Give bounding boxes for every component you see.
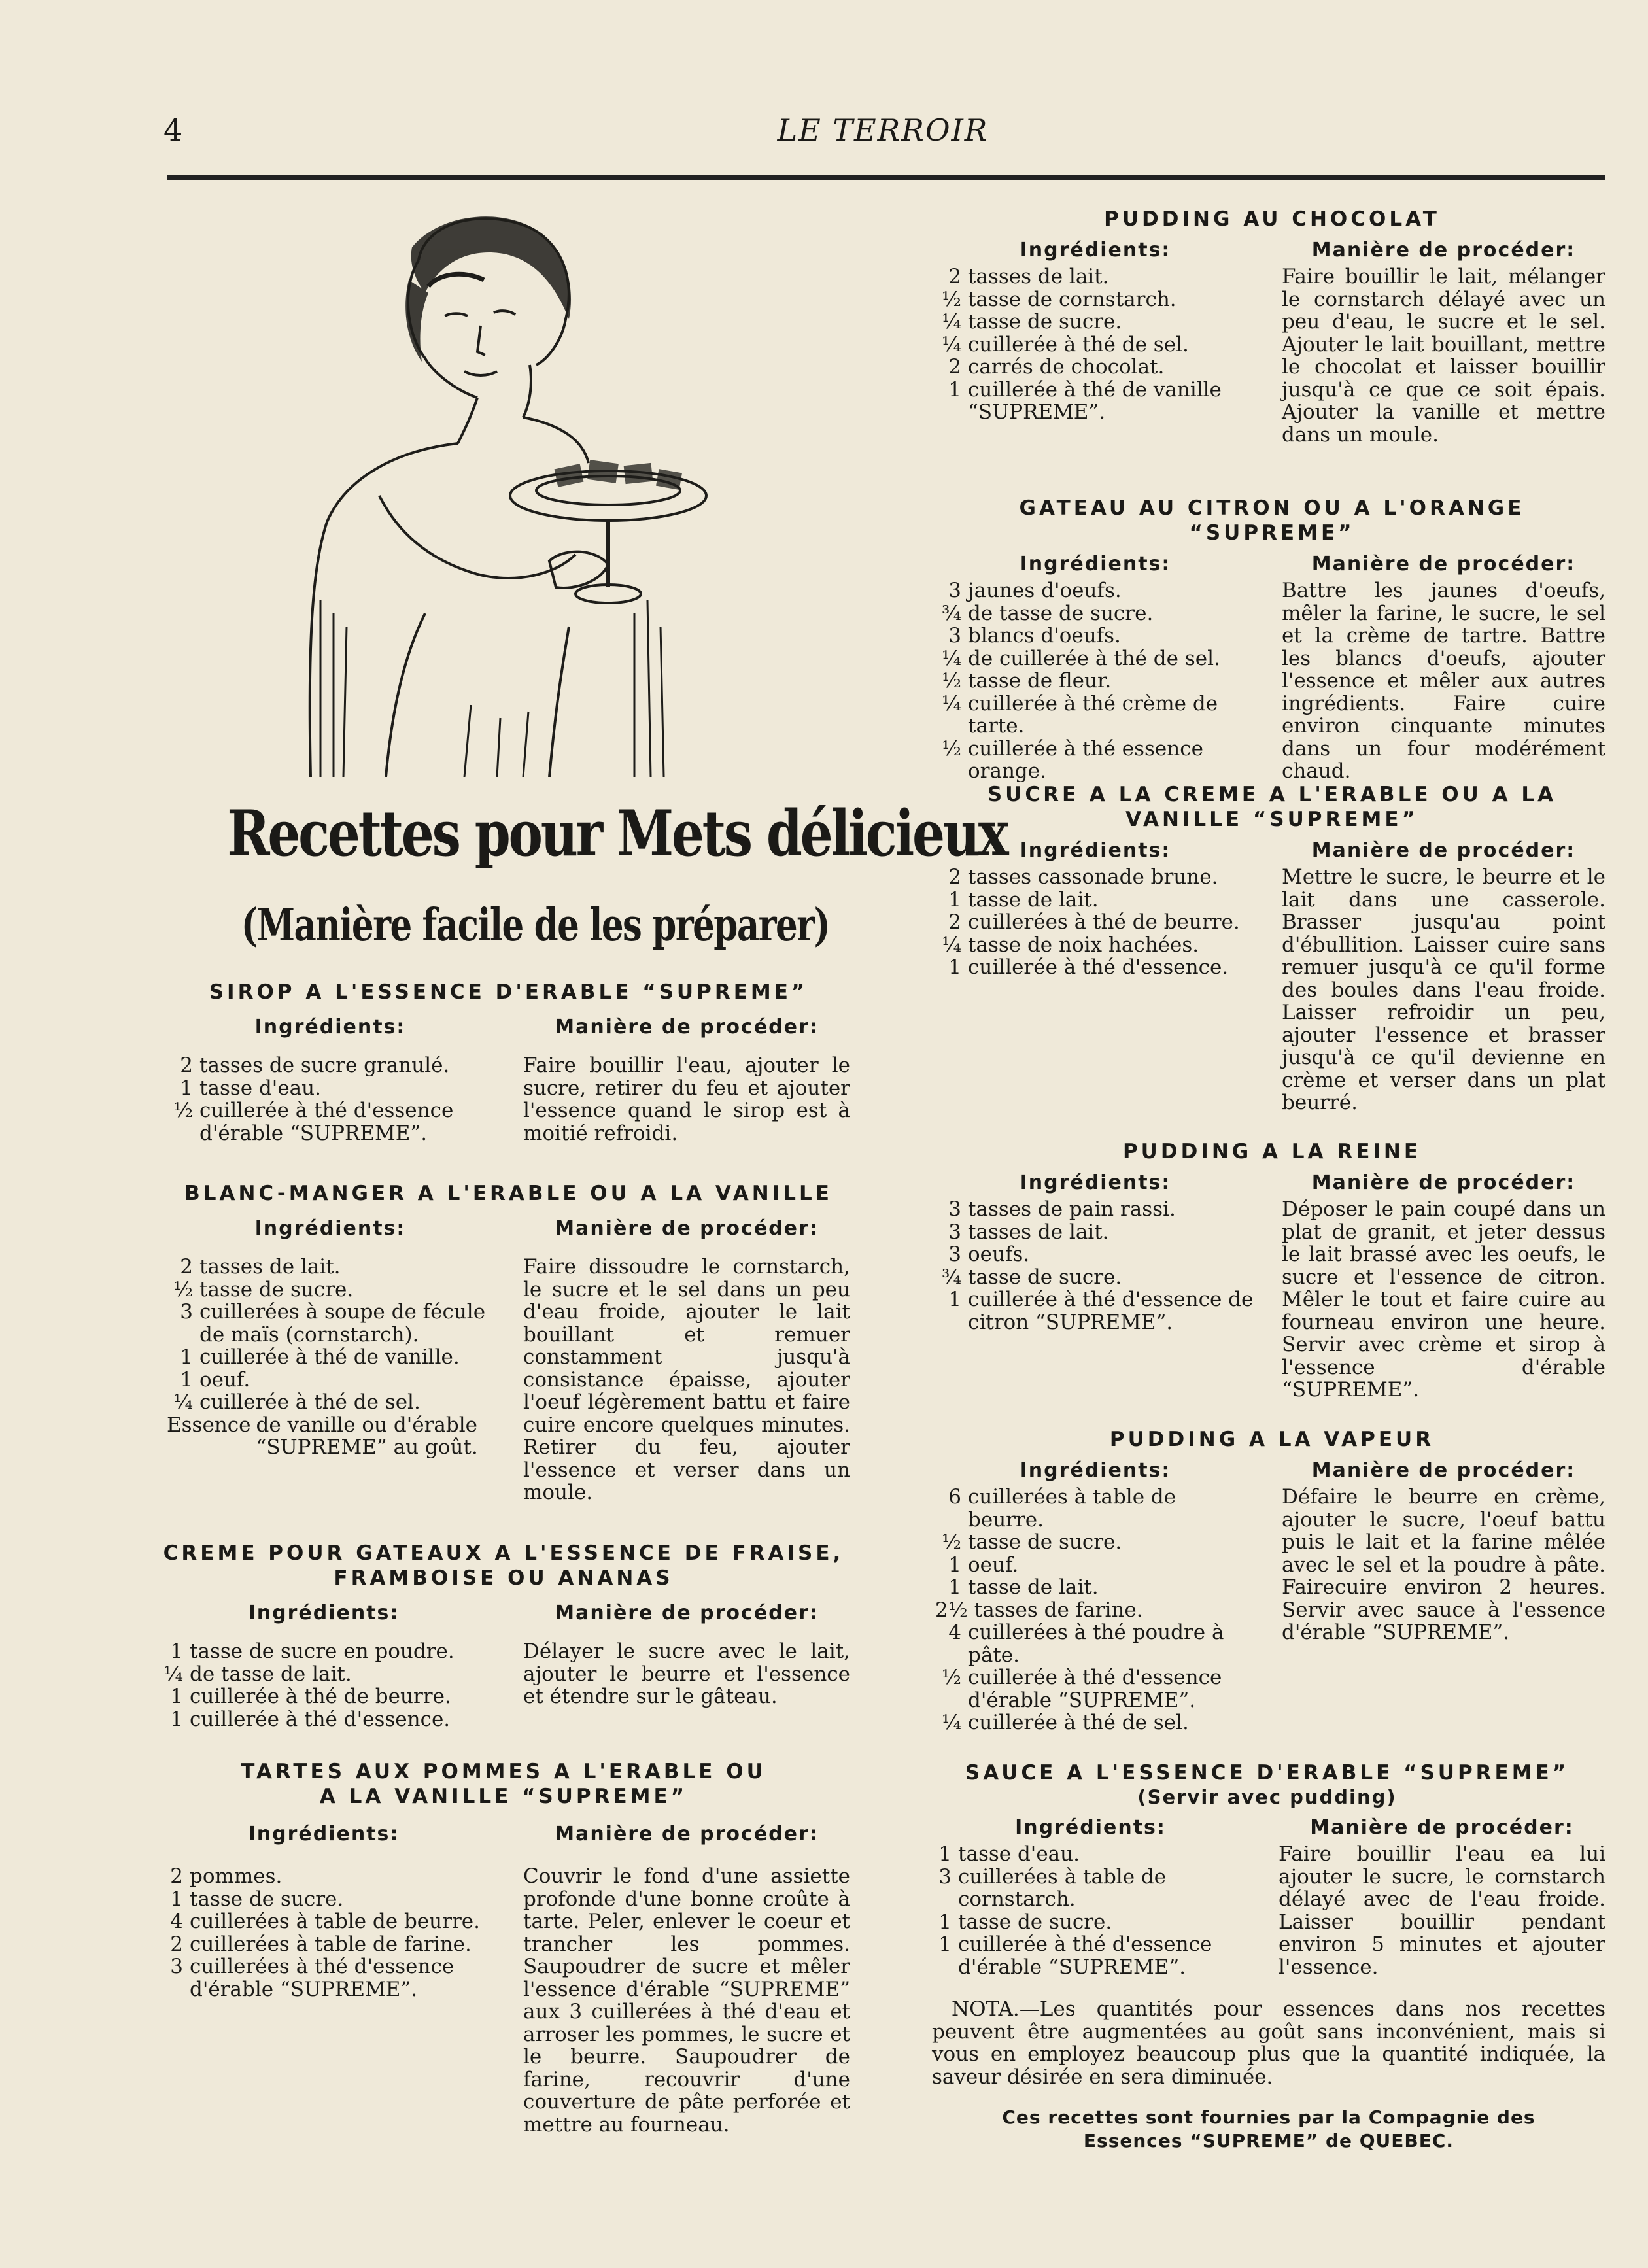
ingredient-text: cuillerée à thé de vanille “SUPREME”. — [968, 377, 1222, 424]
page-header — [163, 112, 1602, 152]
ingredient-item — [935, 311, 1256, 334]
ingredient-item — [167, 1099, 494, 1144]
woman-serving-tray-illustration — [268, 208, 726, 777]
ingredient-item — [935, 911, 1256, 934]
ingredient-quantity: 1 — [938, 1842, 952, 1866]
ingredient-item — [935, 1599, 1256, 1622]
ingredient-text: tasse de sucre. — [968, 1265, 1122, 1289]
ingredient-quantity: 6 — [948, 1485, 961, 1509]
ingredient-text: tasses cassonade brune. — [968, 865, 1218, 889]
ingredient-item — [167, 1391, 494, 1414]
ingredient-item — [935, 356, 1256, 379]
ingredient-item — [935, 866, 1256, 889]
method-text: Déposer le pain coupé dans un plat de granit, et jeter dessus le lait brassé avec les oeufs, le sucre et l'essence de citron. Mêler le tout et faire cuire au fourneau environ une heure. Servir avec crème et sirop à l'essence d'érable “SUPREME”. — [1282, 1197, 1605, 1401]
recipe-title: SUCRE A LA CREME A L'ERABLE OU A LA VANILLE “SUPREME” — [987, 783, 1557, 831]
ingredient-item — [935, 1531, 1256, 1554]
ingredient-text: cuillerée à thé crème de tarte. — [968, 691, 1218, 738]
recipe-title: SAUCE A L'ESSENCE D'ERABLE “SUPREME” — [965, 1761, 1570, 1785]
ingredient-quantity: 1 — [170, 1685, 183, 1708]
ingredient-text: tasse de sucre. — [968, 1530, 1122, 1554]
ingredient-quantity: 1 — [938, 1910, 952, 1934]
ingredient-item — [925, 1911, 1256, 1934]
method-heading: Manière de procéder: — [1311, 553, 1576, 576]
ingredient-text: tasse de lait. — [968, 887, 1099, 912]
ingredient-quantity: 2 — [170, 1864, 183, 1888]
ingredient-quantity: ¼ — [941, 933, 961, 957]
ingredient-text: cuillerées à table de cornstarch. — [958, 1864, 1167, 1911]
ingredient-text: cuillerées à table de beurre. — [190, 1910, 480, 1933]
ingredient-text: tasses de sucre granulé. — [199, 1054, 450, 1077]
ingredient-text: jaunes d'oeufs. — [968, 579, 1122, 602]
method-heading: Manière de procéder: — [555, 1016, 819, 1039]
ingredient-quantity: 1 — [180, 1367, 193, 1392]
ingredients-heading: Ingrédients: — [1020, 553, 1171, 576]
ingredient-text: cuillerées à thé de beurre. — [968, 910, 1240, 934]
ingredient-text: blancs d'oeufs. — [968, 624, 1121, 647]
ingredients-heading: Ingrédients: — [1020, 1459, 1171, 1482]
ingredient-quantity: 3 — [180, 1300, 193, 1324]
method-text: Faire bouillir l'eau, ajouter le sucre, retirer du feu et ajouter l'essence quand le sirop est à moitié refroidi. — [523, 1054, 850, 1145]
recipe-title: PUDDING A LA REINE — [1122, 1140, 1422, 1163]
ingredient-quantity: 3 — [948, 1243, 961, 1266]
ingredient-item — [935, 1266, 1256, 1289]
method-heading: Manière de procéder: — [1311, 839, 1576, 862]
ingredient-quantity: 2 — [948, 265, 961, 288]
ingredient-quantity: 3 — [948, 579, 961, 602]
method-text: Délayer le sucre avec le lait, ajouter le beurre et l'essence et étendre sur le gâteau. — [523, 1640, 850, 1708]
running-title: LE TERROIR — [777, 112, 989, 148]
ingredient-text: oeuf. — [199, 1367, 250, 1392]
recipe-sucre-creme — [935, 782, 1609, 1114]
ingredient-text: cuillerée à thé de sel. — [199, 1390, 421, 1414]
ingredient-text: tasse de sucre. — [968, 310, 1122, 334]
ingredient-item — [157, 1933, 490, 1956]
ingredient-item — [935, 1576, 1256, 1599]
method-heading: Manière de procéder: — [1311, 1459, 1576, 1482]
ingredient-quantity: ½ — [941, 669, 961, 693]
ingredient-list — [925, 1843, 1256, 1978]
ingredient-quantity: 3 — [948, 624, 961, 647]
ingredient-item — [157, 1865, 490, 1888]
ingredient-quantity: ¾ — [941, 1265, 961, 1289]
recipe-title: CREME POUR GATEAUX A L'ESSENCE DE FRAISE, FRAMBOISE OU ANANAS — [163, 1541, 844, 1590]
ingredient-text: tasse de sucre en poudre. — [190, 1640, 455, 1663]
ingredient-text: tasse de sucre. — [199, 1277, 354, 1301]
ingredient-list — [157, 1865, 490, 2001]
ingredient-item — [935, 1198, 1256, 1221]
recipe-creme-gateaux — [157, 1541, 850, 1730]
ingredient-text: tasse de fleur. — [968, 669, 1112, 693]
ingredient-item — [167, 1346, 494, 1369]
ingredient-text: cuillerée à thé de beurre. — [190, 1685, 451, 1708]
nota-note: NOTA.—Les quantités pour essences dans nos recettes peuvent être augmentées au goût sans inconvénient, mais si vous en employez beaucoup plus que la quantité indiquée, la saveur désirée en sera diminuée. — [932, 1997, 1605, 2089]
ingredient-quantity: 1 — [180, 1345, 193, 1369]
ingredient-text: de tasse de sucre. — [968, 601, 1154, 625]
recipe-title: TARTES AUX POMMES A L'ERABLE OU A LA VANILLE “SUPREME” — [241, 1760, 766, 1808]
ingredient-text: cuillerée à thé de sel. — [968, 332, 1189, 356]
recipe-sauce-erable — [925, 1761, 1609, 1978]
ingredient-item — [935, 602, 1256, 625]
method-heading: Manière de procéder: — [1311, 239, 1576, 262]
ingredient-list — [935, 579, 1256, 783]
ingredient-item — [925, 1843, 1256, 1866]
ingredient-item — [935, 288, 1256, 311]
ingredient-item — [935, 1243, 1256, 1266]
ingredient-item — [925, 1933, 1256, 1978]
ingredient-quantity: ¼ — [163, 1662, 183, 1686]
ingredient-quantity: 1 — [180, 1076, 193, 1100]
ingredient-item — [157, 1685, 490, 1708]
ingredient-item — [167, 1369, 494, 1392]
ingredient-quantity: 2 — [170, 1932, 183, 1956]
ingredient-item — [935, 670, 1256, 693]
ingredient-item — [935, 334, 1256, 356]
ingredient-text: tasse d'eau. — [958, 1842, 1080, 1866]
ingredient-list — [167, 1054, 494, 1144]
ingredient-quantity: 1 — [948, 887, 961, 912]
ingredient-text: tasse d'eau. — [199, 1076, 321, 1100]
recipe-title: GATEAU AU CITRON OU A L'ORANGE “SUPREME” — [1019, 496, 1525, 545]
method-heading: Manière de procéder: — [1310, 1816, 1574, 1839]
header-rule — [167, 175, 1605, 180]
ingredient-text: pommes. — [190, 1864, 283, 1888]
ingredient-text: oeuf. — [968, 1553, 1019, 1577]
ingredient-text: de cuillerée à thé de sel. — [968, 646, 1220, 670]
ingredient-quantity: 1 — [948, 1575, 961, 1599]
ingredient-item — [935, 693, 1256, 738]
ingredient-text: tasse de sucre. — [190, 1887, 344, 1911]
ingredient-item — [935, 647, 1256, 670]
ingredient-quantity: ¼ — [941, 310, 961, 334]
ingredient-item — [935, 266, 1256, 288]
ingredient-text: cuillerée à thé de vanille. — [199, 1345, 460, 1369]
ingredient-quantity: 2 — [180, 1054, 193, 1077]
recipe-subtitle: (Servir avec pudding) — [1137, 1786, 1397, 1808]
ingredient-quantity: ½ — [941, 1530, 961, 1554]
page-title: Recettes pour Mets délicieux — [227, 797, 1007, 870]
recipe-sirop — [167, 980, 850, 1144]
ingredient-quantity: 2 — [948, 910, 961, 934]
method-text: Faire bouillir le lait, mélanger le cornstarch délayé avec un peu d'eau, le sucre et le sel. Ajouter le lait bouillant, mettre le chocolat et laisser bouillir jusqu'à ce que ce soit épais. Ajouter la vanille et mettre dans un moule. — [1282, 265, 1605, 447]
recipe-title: SIROP A L'ESSENCE D'ERABLE “SUPREME” — [209, 980, 808, 1004]
page-number: 4 — [163, 112, 183, 148]
ingredient-quantity: 3 — [948, 1197, 961, 1221]
ingredient-quantity: ¼ — [941, 332, 961, 356]
method-heading: Manière de procéder: — [555, 1217, 819, 1240]
recipe-gateau-citron — [935, 496, 1609, 783]
recipe-title: BLANC-MANGER A L'ERABLE OU A LA VANILLE — [184, 1182, 833, 1205]
ingredient-text: cuillerées à thé d'essence d'érable “SUPREME”. — [190, 1955, 455, 2001]
ingredient-quantity: ½ — [941, 287, 961, 311]
method-text: Faire bouillir l'eau ea lui ajouter le sucre, le cornstarch délayé avec de l'eau froide. Laisser bouillir pendant environ 5 minutes et ajouter l'essence. — [1279, 1842, 1605, 1979]
recipe-pudding-chocolat — [935, 207, 1609, 446]
ingredient-item — [157, 1640, 490, 1663]
method-text: Mettre le sucre, le beurre et le lait dans une casserole. Brasser jusqu'au point d'ébullition. Laisser cuire sans remuer jusqu'à ce qu'il forme des boules dans l'eau froide. Laisser refroidir un peu, ajouter l'essence et brasser jusqu'à ce qu'il devienne en crème et verser dans un plat beurré. — [1282, 865, 1605, 1114]
ingredient-quantity: 3 — [170, 1955, 183, 1978]
method-heading: Manière de procéder: — [1311, 1171, 1576, 1194]
ingredient-quantity: ¼ — [173, 1390, 193, 1414]
ingredient-quantity: ¼ — [941, 646, 961, 670]
method-text: Défaire le beurre en crème, ajouter le sucre, l'oeuf battu puis le lait et la farine mêlée avec le sel et la poudre à pâte. Fairecuire environ 2 heures. Servir avec sauce à l'essence d'érable “SUPREME”. — [1282, 1485, 1605, 1644]
ingredient-text: de tasse de lait. — [190, 1662, 352, 1686]
ingredient-item — [935, 1554, 1256, 1577]
ingredient-list — [167, 1256, 494, 1459]
ingredient-item — [157, 1888, 490, 1911]
recipe-pudding-vapeur — [935, 1427, 1609, 1734]
method-heading: Manière de procéder: — [555, 1602, 819, 1624]
ingredients-heading: Ingrédients: — [1020, 239, 1171, 262]
ingredients-heading: Ingrédients: — [1015, 1816, 1166, 1839]
ingredient-quantity: 4 — [948, 1621, 961, 1644]
ingredient-text: tasses de lait. — [968, 1220, 1109, 1244]
ingredient-text: carrés de chocolat. — [968, 355, 1165, 379]
ingredient-quantity: ½ — [941, 1666, 961, 1689]
ingredients-heading: Ingrédients: — [1020, 839, 1171, 862]
recipe-tartes-pommes — [157, 1759, 850, 2136]
ingredient-quantity: 4 — [170, 1910, 183, 1933]
ingredient-text: cuillerée à thé d'essence. — [968, 955, 1229, 979]
recipe-title: PUDDING A LA VAPEUR — [1109, 1428, 1435, 1451]
ingredient-item — [935, 1221, 1256, 1244]
ingredient-item — [157, 1955, 490, 2001]
ingredient-text: cuillerée à thé d'essence d'érable “SUPREME”. — [968, 1666, 1222, 1712]
credit-line: Ces recettes sont fournies par la Compagnie des Essences “SUPREME” de QUEBEC. — [1002, 2106, 1536, 2152]
ingredient-item — [935, 1288, 1256, 1333]
ingredient-quantity: 2 — [180, 1255, 193, 1279]
ingredient-text: cuillerée à thé essence orange. — [968, 736, 1203, 783]
ingredient-quantity: 1 — [948, 377, 961, 402]
ingredient-quantity: ¼ — [941, 1711, 961, 1734]
ingredient-quantity: 3 — [938, 1864, 952, 1889]
ingredient-list — [935, 1486, 1256, 1734]
ingredient-text: tasses de lait. — [968, 265, 1109, 288]
ingredient-item — [935, 956, 1256, 979]
ingredient-list — [935, 866, 1256, 979]
method-text: Battre les jaunes d'oeufs, mêler la farine, le sucre, le sel et la crème de tartre. Battre les blancs d'oeufs, ajouter l'essence et mêler aux autres ingrédients. Faire cuire environ cinquante minutes dans un four modérément chaud. — [1282, 579, 1605, 783]
ingredient-item — [167, 1414, 494, 1459]
ingredient-quantity: 1 — [938, 1933, 952, 1956]
method-heading: Manière de procéder: — [555, 1823, 819, 1846]
ingredient-quantity: 2 — [948, 865, 961, 889]
ingredient-item — [935, 379, 1256, 424]
ingredient-quantity: 1 — [170, 1887, 183, 1911]
ingredients-heading: Ingrédients: — [248, 1823, 400, 1846]
ingredient-item — [167, 1054, 494, 1077]
ingredient-quantity: ½ — [173, 1277, 193, 1301]
ingredient-list — [157, 1640, 490, 1730]
ingredient-text: tasses de farine. — [974, 1598, 1143, 1622]
ingredient-quantity: ¼ — [941, 691, 961, 715]
ingredient-list — [935, 266, 1256, 424]
ingredients-heading: Ingrédients: — [248, 1602, 400, 1624]
ingredient-item — [935, 579, 1256, 602]
ingredient-text: tasse de cornstarch. — [968, 287, 1176, 311]
ingredient-item — [157, 1708, 490, 1731]
ingredient-text: cuillerées à soupe de fécule de maïs (cornstarch). — [199, 1300, 486, 1347]
ingredient-quantity: Essence — [167, 1413, 251, 1437]
ingredient-item — [935, 889, 1256, 912]
method-text: Faire dissoudre le cornstarch, le sucre et le sel dans un peu d'eau froide, ajouter le lait bouillant et remuer constamment jusqu'à consistance épaisse, ajouter l'oeuf légèrement battu et faire cuire encore quelques minutes. Retirer du feu, ajouter l'essence et verser dans un moule. — [523, 1255, 850, 1504]
ingredient-text: cuillerées à table de farine. — [190, 1932, 472, 1956]
ingredient-text: cuillerées à table de beurre. — [968, 1485, 1176, 1532]
ingredient-text: tasses de lait. — [199, 1255, 341, 1279]
ingredient-text: tasse de sucre. — [958, 1910, 1112, 1934]
ingredient-quantity: ¾ — [941, 601, 961, 625]
ingredient-quantity: 1 — [170, 1707, 183, 1731]
ingredient-quantity: ½ — [941, 736, 961, 761]
ingredient-quantity: 1 — [948, 1288, 961, 1311]
ingredient-item — [935, 738, 1256, 783]
ingredient-text: cuillerée à thé d'essence d'érable “SUPREME”. — [958, 1933, 1212, 1979]
ingredient-item — [157, 1910, 490, 1933]
recipe-title: PUDDING AU CHOCOLAT — [1104, 207, 1440, 231]
ingredient-text: cuillerée à thé d'essence. — [190, 1707, 451, 1731]
ingredient-item — [167, 1279, 494, 1301]
ingredient-text: cuillerée à thé d'essence d'érable “SUPREME”. — [199, 1099, 454, 1145]
ingredient-quantity: 2 — [948, 355, 961, 379]
ingredient-text: cuillerée à thé d'essence de citron “SUPREME”. — [968, 1288, 1254, 1334]
ingredient-quantity: ½ — [173, 1099, 193, 1122]
ingredient-item — [935, 625, 1256, 647]
ingredient-item — [167, 1077, 494, 1100]
recipe-pudding-reine — [935, 1139, 1609, 1401]
page-subtitle: (Manière facile de les préparer) — [241, 899, 830, 952]
ingredient-quantity: 2½ — [935, 1598, 968, 1622]
ingredients-heading: Ingrédients: — [254, 1217, 406, 1240]
ingredients-heading: Ingrédients: — [1020, 1171, 1171, 1194]
ingredient-text: tasses de pain rassi. — [968, 1197, 1176, 1221]
ingredient-text: tasse de lait. — [968, 1575, 1099, 1599]
method-text: Couvrir le fond d'une assiette profonde d'une bonne croûte à tarte. Peler, enlever le coeur et trancher les pommes. Saupoudrer de sucre et mêler l'essence d'érable “SUPREME” aux 3 cuillerées à thé d'eau et arroser les pommes, le sucre et le beurre. Saupoudrer de farine, recouvrir d'une couverture de pâte perforée et mettre au fourneau. — [523, 1864, 850, 2137]
ingredient-quantity: 1 — [948, 1553, 961, 1577]
ingredients-heading: Ingrédients: — [254, 1016, 406, 1039]
ingredient-quantity: 3 — [948, 1220, 961, 1244]
ingredient-text: tasse de noix hachées. — [968, 933, 1199, 957]
ingredient-item — [167, 1301, 494, 1346]
ingredient-item — [157, 1663, 490, 1686]
ingredient-item — [935, 1486, 1256, 1531]
ingredient-item — [935, 1666, 1256, 1711]
ingredient-list — [935, 1198, 1256, 1333]
ingredient-text: cuillerée à thé de sel. — [968, 1711, 1189, 1734]
ingredient-item — [925, 1866, 1256, 1911]
ingredient-item — [935, 1711, 1256, 1734]
ingredient-quantity: 1 — [170, 1640, 183, 1663]
ingredient-text: de vanille ou d'érable “SUPREME” au goût. — [256, 1413, 478, 1459]
recipe-blanc-manger — [167, 1181, 850, 1504]
ingredient-item — [935, 1621, 1256, 1666]
ingredient-text: oeufs. — [968, 1243, 1030, 1266]
ingredient-item — [167, 1256, 494, 1279]
ingredient-item — [935, 934, 1256, 957]
ingredient-text: cuillerées à thé poudre à pâte. — [968, 1621, 1224, 1667]
ingredient-quantity: 1 — [948, 955, 961, 979]
